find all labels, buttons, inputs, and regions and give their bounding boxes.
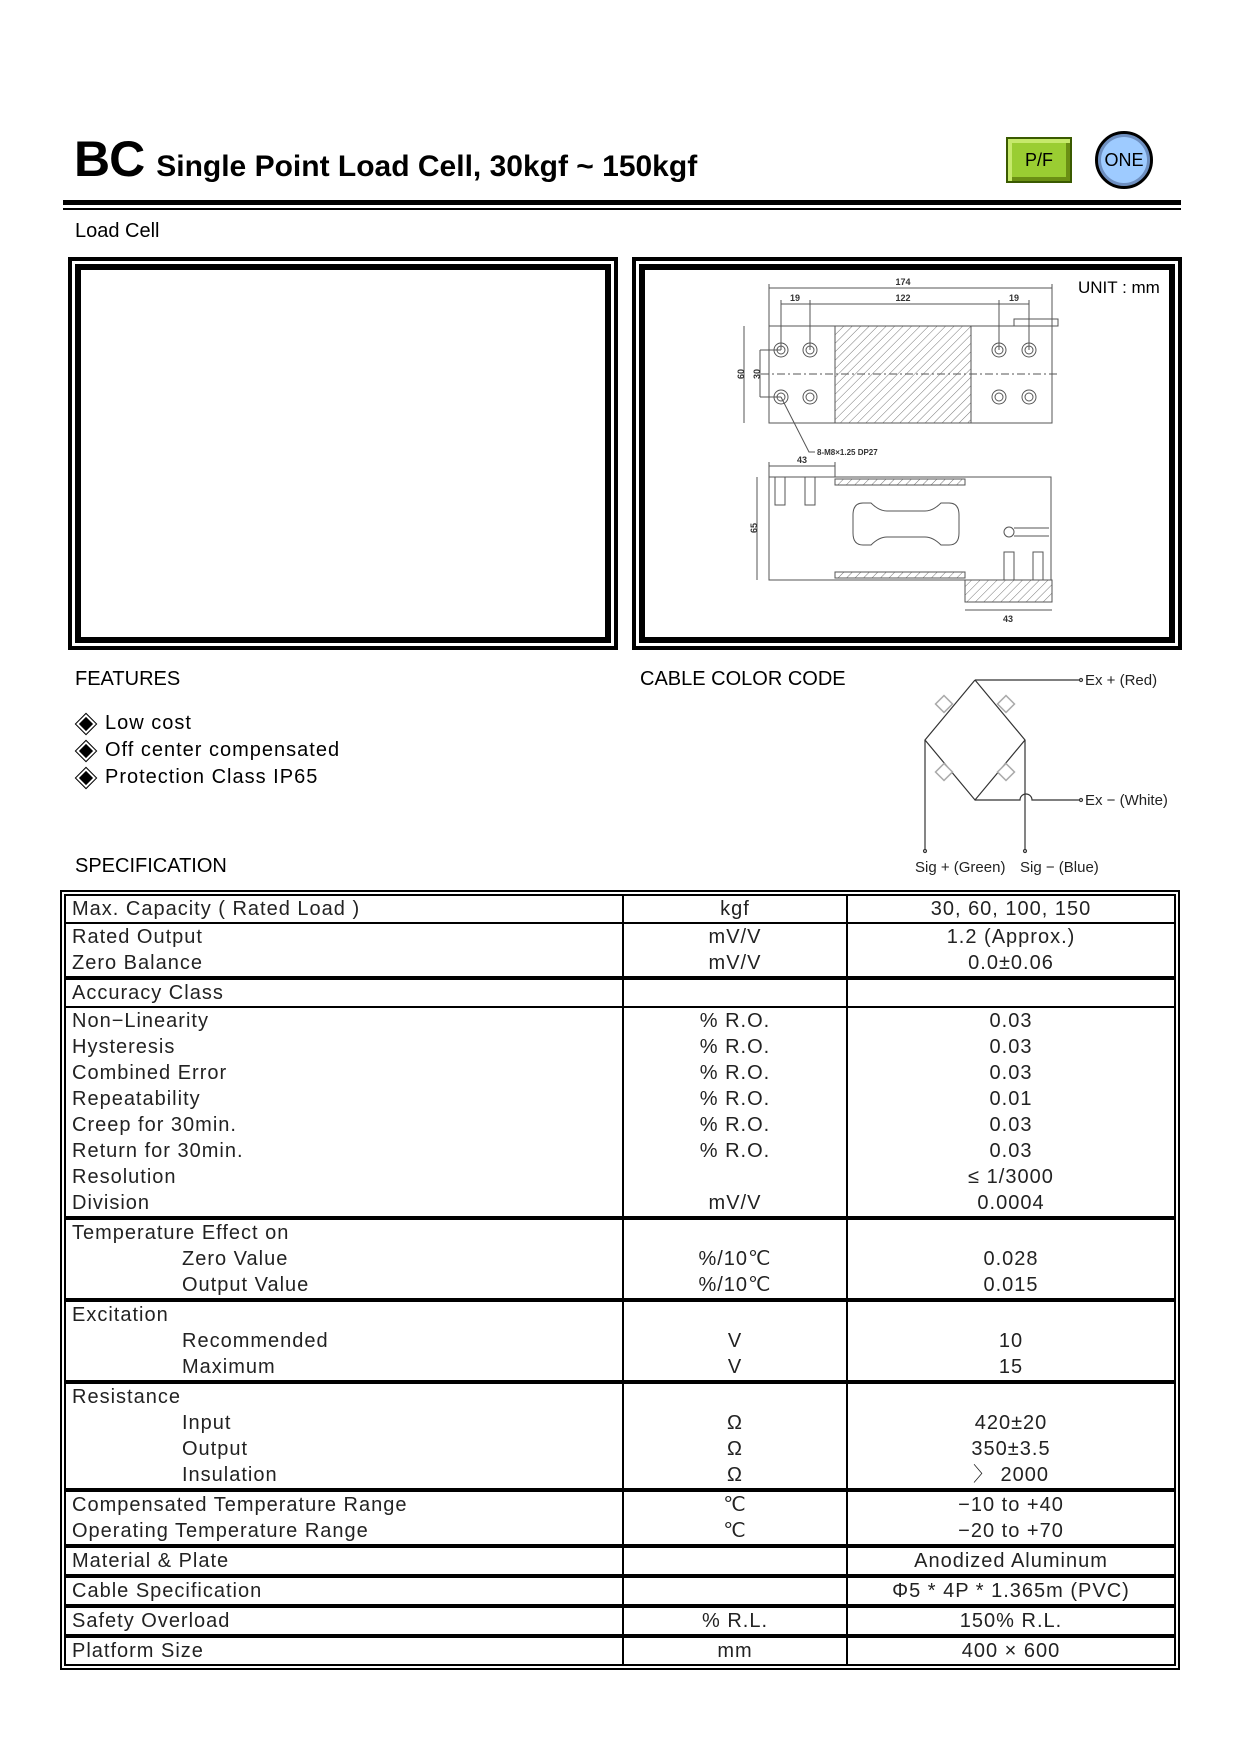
strain-gauge-icons bbox=[936, 696, 1015, 781]
feature-item bbox=[75, 737, 340, 764]
spec-name: Hysteresis bbox=[66, 1034, 623, 1060]
spec-row bbox=[66, 923, 1174, 950]
dimension-drawing-area bbox=[639, 264, 1175, 643]
spec-unit: % R.L. bbox=[623, 1606, 847, 1636]
spec-value: 150% R.L. bbox=[847, 1606, 1174, 1636]
spec-row bbox=[66, 1436, 1174, 1462]
spec-row bbox=[66, 1382, 1174, 1410]
spec-name: Max. Capacity ( Rated Load ) bbox=[66, 896, 623, 923]
features-heading: FEATURES bbox=[75, 668, 181, 690]
spec-unit: Ω bbox=[623, 1436, 847, 1462]
feature-text: Low cost bbox=[105, 712, 192, 734]
one-badge-label: ONE bbox=[1104, 149, 1144, 170]
spec-value bbox=[847, 1300, 1174, 1328]
dim-center: 122 bbox=[895, 293, 911, 303]
dimension-drawing bbox=[645, 270, 1171, 639]
spec-unit: Ω bbox=[623, 1410, 847, 1436]
spec-unit bbox=[623, 1164, 847, 1190]
side-dim-height: 65 bbox=[749, 522, 759, 534]
spec-row bbox=[66, 1576, 1174, 1606]
spec-row bbox=[66, 1112, 1174, 1138]
cable-color-code-heading: CABLE COLOR CODE bbox=[640, 668, 846, 690]
hole-callout: 8-M8×1.25 DP27 bbox=[817, 448, 878, 457]
spec-value: 0.0±0.06 bbox=[847, 950, 1174, 978]
spec-unit: % R.O. bbox=[623, 1007, 847, 1034]
spec-unit bbox=[623, 1546, 847, 1576]
spec-unit bbox=[623, 978, 847, 1007]
spec-row bbox=[66, 1034, 1174, 1060]
dimension-drawing-frame bbox=[632, 257, 1182, 650]
spec-name: Material & Plate bbox=[66, 1546, 623, 1576]
spec-name: Return for 30min. bbox=[66, 1138, 623, 1164]
feature-text: Protection Class IP65 bbox=[105, 766, 319, 788]
spec-name: Input bbox=[66, 1410, 623, 1436]
ex-minus-label: Ex − (White) bbox=[1085, 792, 1168, 809]
feature-item bbox=[75, 710, 340, 737]
specification-heading: SPECIFICATION bbox=[75, 855, 227, 877]
spec-name: Operating Temperature Range bbox=[66, 1518, 623, 1546]
features-list bbox=[75, 710, 340, 791]
spec-name: Non−Linearity bbox=[66, 1007, 623, 1034]
spec-name: Combined Error bbox=[66, 1060, 623, 1086]
spec-value bbox=[847, 1382, 1174, 1410]
spec-row bbox=[66, 1218, 1174, 1246]
side-dim-top: 43 bbox=[796, 455, 808, 465]
spec-row bbox=[66, 1636, 1174, 1664]
spec-value: 0.028 bbox=[983, 1248, 1039, 1270]
spec-unit bbox=[623, 1382, 847, 1410]
spec-row bbox=[66, 1606, 1174, 1636]
dim-left: 19 bbox=[789, 293, 801, 303]
spec-name: Zero Value bbox=[66, 1246, 623, 1272]
dim-total: 174 bbox=[895, 277, 911, 287]
spec-value: 30, 60, 100, 150 bbox=[847, 896, 1174, 923]
spec-value: 400 × 600 bbox=[961, 1640, 1061, 1662]
diamond-bullet-icon bbox=[79, 716, 93, 730]
spec-value: 0.0004 bbox=[847, 1190, 1174, 1218]
spec-value: 0.03 bbox=[989, 1036, 1033, 1058]
spec-name: Temperature Effect on bbox=[66, 1218, 623, 1246]
spec-row bbox=[66, 1490, 1174, 1518]
spec-name: Division bbox=[66, 1190, 623, 1218]
spec-unit: V bbox=[623, 1354, 847, 1382]
spec-name: Compensated Temperature Range bbox=[66, 1490, 623, 1518]
spec-name: Recommended bbox=[66, 1328, 623, 1354]
spec-unit: % R.O. bbox=[623, 1112, 847, 1138]
spec-value: 10 bbox=[998, 1330, 1024, 1352]
spec-row bbox=[66, 1410, 1174, 1436]
dim-hole-spacing: 30 bbox=[752, 368, 762, 380]
feature-text: Off center compensated bbox=[105, 739, 341, 761]
ex-plus-label: Ex + (Red) bbox=[1085, 672, 1158, 689]
spec-name: Safety Overload bbox=[66, 1606, 623, 1636]
wheatstone-bridge-diagram bbox=[880, 660, 1180, 880]
unit-label: UNIT : mm bbox=[1078, 278, 1160, 297]
pf-badge-label: P/F bbox=[1024, 149, 1053, 170]
spec-row bbox=[66, 1272, 1174, 1300]
spec-name: Cable Specification bbox=[66, 1576, 623, 1606]
spec-unit: % R.O. bbox=[623, 1086, 847, 1112]
spec-name: Resistance bbox=[66, 1382, 623, 1410]
spec-value: −20 to +70 bbox=[847, 1518, 1174, 1546]
spec-name: Rated Output bbox=[66, 923, 623, 950]
spec-row bbox=[66, 1328, 1174, 1354]
spec-row bbox=[66, 1138, 1174, 1164]
spec-value: 420±20 bbox=[974, 1412, 1048, 1434]
model-name: BC bbox=[74, 131, 145, 187]
spec-unit bbox=[623, 1218, 847, 1246]
spec-value: Φ5 * 4P * 1.365m (PVC) bbox=[847, 1576, 1174, 1606]
spec-unit bbox=[623, 1576, 847, 1606]
specification-table bbox=[60, 890, 1180, 1670]
spec-value: 350±3.5 bbox=[971, 1438, 1051, 1460]
one-badge bbox=[1095, 131, 1153, 189]
spec-value: Anodized Aluminum bbox=[847, 1546, 1174, 1576]
spec-row bbox=[66, 1246, 1174, 1272]
spec-name: Insulation bbox=[66, 1462, 623, 1490]
spec-value: −10 to +40 bbox=[958, 1494, 1064, 1516]
spec-value: ≤ 1/3000 bbox=[968, 1166, 1054, 1188]
spec-value bbox=[847, 978, 1174, 1007]
dim-right: 19 bbox=[1008, 293, 1020, 303]
spec-row bbox=[66, 950, 1174, 978]
spec-value: 〉 2000 bbox=[847, 1462, 1174, 1490]
spec-unit: % R.O. bbox=[623, 1034, 847, 1060]
spec-unit: ℃ bbox=[623, 1490, 847, 1518]
spec-value: 0.03 bbox=[989, 1140, 1033, 1162]
spec-row bbox=[66, 1164, 1174, 1190]
side-view bbox=[757, 462, 1052, 610]
spec-row bbox=[66, 1190, 1174, 1218]
spec-unit: %/10℃ bbox=[623, 1272, 847, 1300]
spec-name: Zero Balance bbox=[66, 950, 623, 978]
sig-minus-label: Sig − (Blue) bbox=[1020, 859, 1099, 876]
spec-unit: mV/V bbox=[623, 950, 847, 978]
spec-unit: mV/V bbox=[623, 1190, 847, 1218]
spec-unit: Ω bbox=[623, 1462, 847, 1490]
spec-unit: mm bbox=[623, 1636, 847, 1664]
page-title bbox=[74, 130, 697, 188]
spec-value: 1.2 (Approx.) bbox=[946, 926, 1076, 948]
spec-row bbox=[66, 1518, 1174, 1546]
spec-name: Repeatability bbox=[66, 1086, 623, 1112]
spec-value: 0.03 bbox=[989, 1114, 1033, 1136]
product-photo-frame bbox=[68, 257, 618, 650]
spec-row bbox=[66, 1300, 1174, 1328]
load-cell-heading: Load Cell bbox=[75, 220, 160, 242]
spec-value: 0.015 bbox=[847, 1272, 1174, 1300]
dim-height: 60 bbox=[736, 368, 746, 380]
side-dim-bottom: 43 bbox=[1002, 614, 1014, 624]
spec-unit bbox=[623, 1300, 847, 1328]
spec-unit: mV/V bbox=[623, 923, 847, 950]
header-divider-thin bbox=[63, 208, 1181, 210]
spec-unit: ℃ bbox=[623, 1518, 847, 1546]
spec-name: Accuracy Class bbox=[66, 978, 623, 1007]
top-view bbox=[744, 284, 1058, 452]
spec-name: Platform Size bbox=[66, 1636, 623, 1664]
diamond-bullet-icon bbox=[79, 743, 93, 757]
spec-unit: V bbox=[623, 1328, 847, 1354]
spec-value: 0.03 bbox=[989, 1010, 1033, 1032]
spec-value: 0.03 bbox=[989, 1062, 1033, 1084]
spec-unit: kgf bbox=[623, 896, 847, 923]
spec-value: 0.01 bbox=[989, 1088, 1033, 1110]
product-title: Single Point Load Cell, 30kgf ~ 150kgf bbox=[156, 150, 698, 183]
spec-row bbox=[66, 1007, 1174, 1034]
spec-name: Resolution bbox=[66, 1164, 623, 1190]
spec-unit: %/10℃ bbox=[623, 1246, 847, 1272]
feature-item bbox=[75, 764, 340, 791]
spec-name: Output Value bbox=[66, 1272, 623, 1300]
spec-value: 15 bbox=[847, 1354, 1174, 1382]
diamond-bullet-icon bbox=[79, 770, 93, 784]
spec-unit: % R.O. bbox=[623, 1138, 847, 1164]
spec-row bbox=[66, 978, 1174, 1007]
spec-name: Excitation bbox=[66, 1300, 623, 1328]
spec-value bbox=[847, 1218, 1174, 1246]
spec-row bbox=[66, 1354, 1174, 1382]
spec-row bbox=[66, 1086, 1174, 1112]
spec-name: Output bbox=[66, 1436, 623, 1462]
spec-row bbox=[66, 1462, 1174, 1490]
header-divider-thick bbox=[63, 200, 1181, 205]
spec-name: Creep for 30min. bbox=[66, 1112, 623, 1138]
spec-row bbox=[66, 1060, 1174, 1086]
spec-unit: % R.O. bbox=[623, 1060, 847, 1086]
pf-badge bbox=[1006, 137, 1072, 183]
spec-row bbox=[66, 896, 1174, 923]
spec-name: Maximum bbox=[66, 1354, 623, 1382]
sig-plus-label: Sig + (Green) bbox=[915, 859, 1006, 876]
spec-row bbox=[66, 1546, 1174, 1576]
product-photo-area bbox=[75, 264, 611, 643]
